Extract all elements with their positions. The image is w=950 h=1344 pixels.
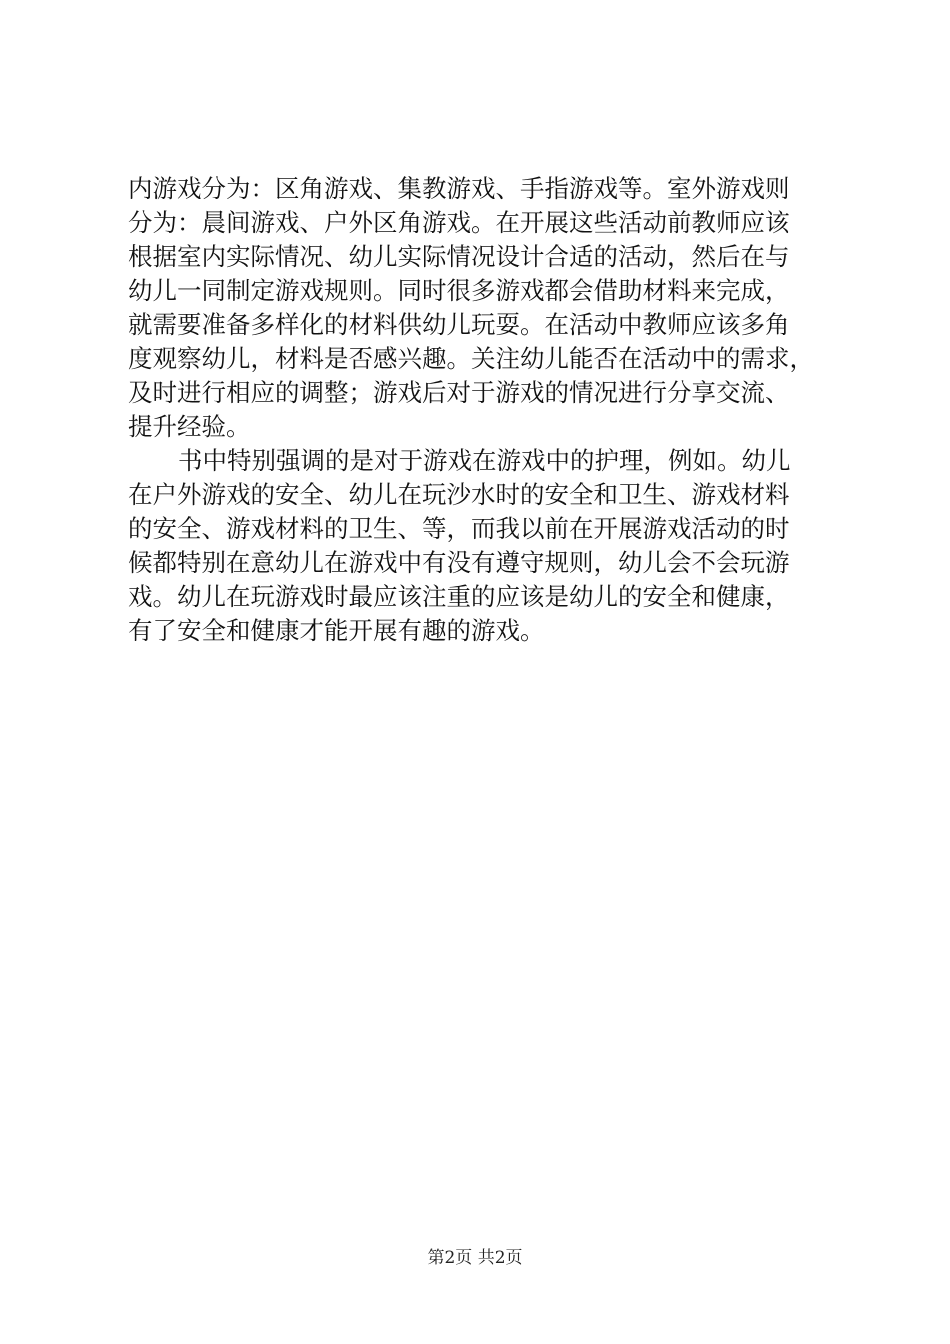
text-line: 内游戏分为：区角游戏、集教游戏、手指游戏等。室外游戏则	[128, 174, 790, 203]
document-body	[128, 172, 848, 648]
text-line: 提升经验。	[128, 412, 251, 441]
text-line: 幼儿一同制定游戏规则。同时很多游戏都会借助材料来完成，	[128, 276, 790, 305]
text-line: 的安全、游戏材料的卫生、等，而我以前在开展游戏活动的时	[128, 514, 790, 543]
text-line: 有了安全和健康才能开展有趣的游戏。	[128, 616, 545, 645]
text-line: 戏。幼儿在玩游戏时最应该注重的应该是幼儿的安全和健康，	[128, 582, 790, 611]
page-number-footer: 第2页 共2页	[427, 1248, 523, 1268]
text-line: 及时进行相应的调整；游戏后对于游戏的情况进行分享交流、	[128, 378, 790, 407]
text-line: 书中特别强调的是对于游戏在游戏中的护理，例如。幼儿	[178, 446, 791, 475]
paragraph-1	[128, 172, 848, 444]
text-line: 在户外游戏的安全、幼儿在玩沙水时的安全和卫生、游戏材料	[128, 480, 790, 509]
text-line: 根据室内实际情况、幼儿实际情况设计合适的活动，然后在与	[128, 242, 790, 271]
paragraph-2	[128, 444, 848, 648]
text-line: 度观察幼儿，材料是否感兴趣。关注幼儿能否在活动中的需求，	[128, 344, 814, 373]
text-line: 就需要准备多样化的材料供幼儿玩耍。在活动中教师应该多角	[128, 310, 790, 339]
text-line: 分为：晨间游戏、户外区角游戏。在开展这些活动前教师应该	[128, 208, 790, 237]
text-line: 候都特别在意幼儿在游戏中有没有遵守规则，幼儿会不会玩游	[128, 548, 790, 577]
